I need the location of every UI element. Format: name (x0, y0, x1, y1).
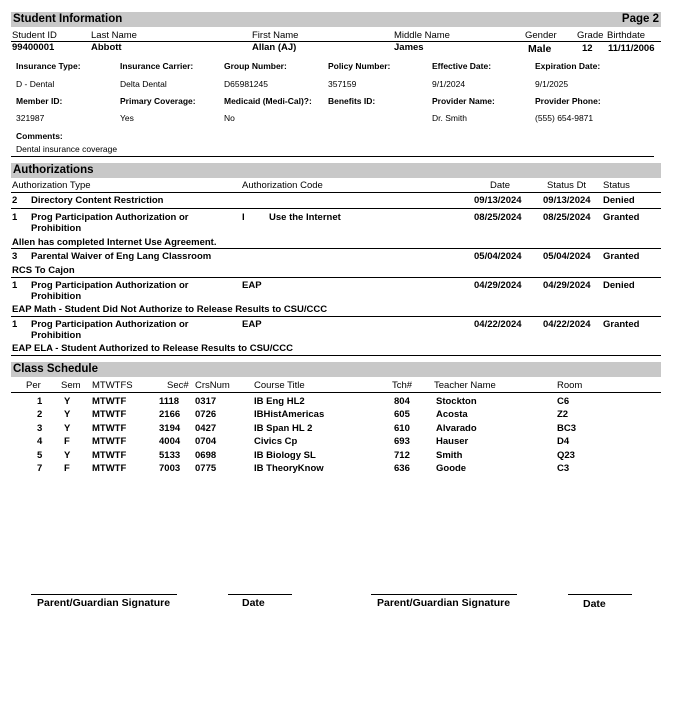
auth-row-type-cont: Prohibition (31, 291, 82, 302)
ins-carrier-value: Delta Dental (120, 79, 167, 89)
auth-row-type: Directory Content Restriction (31, 195, 164, 206)
sched-cell-per: 7 (37, 463, 43, 474)
date-label: Date (583, 598, 606, 610)
sched-cell-title: IB Eng HL2 (254, 396, 305, 407)
value-last-name: Abbott (91, 42, 122, 53)
authorizations-title: Authorizations (13, 164, 94, 176)
sched-cell-title: IB TheoryKnow (254, 463, 324, 474)
sched-cell-tch: 610 (394, 422, 410, 434)
member-id-label: Member ID: (16, 96, 63, 106)
sched-cell-sec: 3194 (159, 422, 181, 434)
auth-row-rule (11, 208, 661, 209)
header-student-id: Student ID (12, 30, 57, 41)
ins-type-value: D - Dental (16, 79, 55, 89)
auth-row-note: EAP Math - Student Did Not Authorize to Release Results to CSU/CCC (12, 304, 328, 315)
policy-number-value: 357159 (328, 79, 357, 89)
auth-row-status: Granted (603, 251, 640, 262)
header-last-name: Last Name (91, 30, 137, 41)
sched-cell-crsnum: 0698 (195, 449, 217, 461)
sched-cell-sec: 7003 (159, 463, 181, 474)
sched-header-teacher: Teacher Name (434, 380, 496, 391)
sched-cell-sem: F (64, 463, 70, 474)
sched-cell-per: 2 (37, 409, 43, 421)
sched-cell-room: Z2 (557, 409, 569, 421)
sched-cell-per: 3 (37, 422, 43, 434)
sched-cell-teacher: Smith (436, 449, 463, 461)
sched-cell-room: C3 (557, 463, 570, 474)
sched-cell-sec: 1118 (159, 396, 180, 407)
sched-cell-sec: 2166 (159, 409, 181, 421)
header-birthdate: Birthdate (607, 30, 646, 41)
sched-cell-teacher: Goode (436, 463, 467, 474)
sched-header-days: MTWTFS (92, 380, 133, 391)
comments-label: Comments: (16, 131, 63, 141)
sched-cell-title: Civics Cp (254, 436, 298, 448)
auth-row-status: Granted (603, 212, 640, 223)
medicaid-label: Medicaid (Medi-Cal)?: (224, 96, 312, 106)
group-number-label: Group Number: (224, 61, 287, 71)
signature-line (31, 594, 177, 595)
primary-coverage-value: Yes (120, 113, 134, 123)
sched-cell-room: Q23 (557, 449, 575, 461)
sched-cell-teacher: Alvarado (436, 422, 477, 434)
signature-line (371, 594, 517, 595)
sched-cell-teacher: Hauser (436, 436, 469, 448)
value-middle-name: James (394, 42, 424, 53)
student-info-title: Student Information (13, 13, 123, 25)
value-grade: 12 (582, 43, 593, 54)
sched-cell-room: C6 (557, 396, 570, 407)
auth-row-rule (11, 355, 661, 356)
auth-row-code: EAP (242, 280, 262, 291)
header-first-name: First Name (252, 30, 299, 41)
sched-cell-per: 5 (37, 449, 43, 461)
auth-row-note: RCS To Cajon (12, 265, 75, 276)
value-birthdate: 11/11/2006 (608, 43, 655, 54)
auth-row-code: EAP (242, 319, 262, 330)
auth-row-num: 2 (12, 195, 18, 206)
member-id-value: 321987 (16, 113, 45, 123)
sched-header-per: Per (26, 380, 41, 391)
sched-header-room: Room (557, 380, 583, 391)
expiration-date-label: Expiration Date: (535, 61, 601, 71)
auth-row-status: Denied (603, 195, 635, 206)
comments-value: Dental insurance coverage (16, 144, 118, 154)
sched-cell-days: MTWTF (92, 449, 127, 461)
policy-number-label: Policy Number: (328, 61, 391, 71)
date-line (228, 594, 292, 595)
sched-header-tch: Tch# (392, 380, 413, 391)
medicaid-value: No (224, 113, 235, 123)
auth-row-code: I (242, 212, 245, 223)
group-number-value: D65981245 (224, 79, 268, 89)
auth-row-status: Denied (603, 280, 635, 291)
auth-row-type-cont: Prohibition (31, 330, 82, 341)
sched-cell-room: BC3 (557, 422, 577, 434)
value-student-id: 99400001 (12, 42, 55, 53)
sched-cell-crsnum: 0427 (195, 422, 217, 434)
auth-header-date: Date (490, 180, 511, 191)
auth-row-note: EAP ELA - Student Authorized to Release Results to CSU/CCC (12, 343, 293, 354)
expiration-date-value: 9/1/2025 (535, 79, 569, 89)
sched-cell-title: IB Biology SL (254, 449, 316, 461)
sched-header-crsnum: CrsNum (195, 380, 230, 391)
sched-header-sec: Sec# (167, 380, 189, 391)
ins-type-label: Insurance Type: (16, 61, 81, 71)
authorizations-header-bar (11, 163, 661, 178)
auth-row-type: Prog Participation Authorization or (31, 319, 189, 330)
sched-cell-days: MTWTF (92, 436, 127, 448)
auth-row-status-dt: 08/25/2024 (543, 212, 591, 223)
header-grade: Grade (577, 30, 604, 41)
sched-cell-tch: 605 (394, 409, 410, 421)
sched-cell-sem: Y (64, 449, 71, 461)
auth-header-code: Authorization Code (242, 180, 323, 191)
sched-cell-title: IB Span HL 2 (254, 422, 313, 434)
auth-row-num: 1 (12, 212, 18, 223)
sched-cell-sec: 5133 (159, 449, 181, 461)
sched-cell-tch: 636 (394, 463, 410, 474)
sched-cell-days: MTWTF (92, 409, 127, 421)
sched-header-rule (11, 392, 661, 393)
auth-row-date: 04/29/2024 (474, 280, 522, 291)
auth-row-status-dt: 05/04/2024 (543, 251, 591, 262)
date-line (568, 594, 632, 595)
sched-header-title: Course Title (254, 380, 305, 391)
auth-row-status-dt: 04/22/2024 (543, 319, 591, 330)
value-first-name: Allan (AJ) (252, 42, 297, 53)
parent-signature-label: Parent/Guardian Signature (37, 597, 171, 609)
auth-row-type-cont: Prohibition (31, 223, 82, 234)
provider-name-label: Provider Name: (432, 96, 495, 106)
sched-cell-days: MTWTF (92, 422, 127, 434)
sched-cell-crsnum: 0317 (195, 396, 217, 407)
sched-cell-sem: Y (64, 396, 71, 407)
parent-signature-label: Parent/Guardian Signature (377, 597, 511, 609)
student-info-header-bar (11, 12, 661, 27)
auth-row-date: 08/25/2024 (474, 212, 522, 223)
effective-date-value: 9/1/2024 (432, 79, 466, 89)
auth-row-date: 04/22/2024 (474, 319, 522, 330)
auth-header-status: Status (603, 180, 630, 191)
page-label: Page 2 (621, 13, 659, 25)
class-schedule-title: Class Schedule (13, 363, 99, 375)
sched-cell-sem: Y (64, 409, 71, 421)
auth-header-rule (11, 192, 661, 193)
sched-cell-tch: 712 (394, 449, 410, 461)
sched-cell-days: MTWTF (92, 396, 127, 407)
benefits-id-label: Benefits ID: (328, 96, 376, 106)
auth-row-status: Granted (603, 319, 640, 330)
sched-cell-sec: 4004 (159, 436, 181, 448)
auth-row-note: Allen has completed Internet Use Agreement. (12, 237, 217, 248)
auth-header-status-dt: Status Dt (547, 180, 587, 191)
sched-cell-title: IBHistAmericas (254, 409, 325, 421)
auth-row-type: Parental Waiver of Eng Lang Classroom (31, 251, 212, 262)
header-middle-name: Middle Name (394, 30, 450, 41)
date-label: Date (242, 597, 265, 609)
auth-row-num: 3 (12, 251, 18, 262)
student-info-bottom-rule (11, 156, 654, 157)
auth-row-type: Prog Participation Authorization or (31, 212, 189, 223)
sched-cell-days: MTWTF (92, 463, 127, 474)
auth-header-type: Authorization Type (12, 180, 91, 191)
auth-row-rule (11, 248, 661, 249)
auth-row-status-dt: 04/29/2024 (543, 280, 591, 291)
provider-name-value: Dr. Smith (432, 113, 467, 123)
ins-carrier-label: Insurance Carrier: (120, 61, 194, 71)
sched-cell-room: D4 (557, 436, 570, 448)
sched-cell-crsnum: 0704 (195, 436, 217, 448)
sched-cell-tch: 804 (394, 396, 410, 407)
value-gender: Male (528, 43, 552, 55)
sched-header-sem: Sem (61, 380, 81, 391)
class-schedule-header-bar (11, 362, 661, 377)
sched-cell-teacher: Acosta (436, 409, 468, 421)
auth-row-num: 1 (12, 319, 18, 330)
auth-row-rule (11, 277, 661, 278)
auth-row-rule (11, 316, 661, 317)
header-gender: Gender (525, 30, 557, 41)
auth-row-code-desc: Use the Internet (269, 212, 341, 223)
auth-row-date: 09/13/2024 (474, 195, 522, 206)
provider-phone-value: (555) 654-9871 (535, 113, 594, 123)
sched-cell-sem: Y (64, 422, 71, 434)
sched-cell-per: 1 (37, 396, 43, 407)
sched-cell-crsnum: 0726 (195, 409, 217, 421)
sched-cell-per: 4 (37, 436, 43, 448)
auth-row-num: 1 (12, 280, 18, 291)
effective-date-label: Effective Date: (432, 61, 492, 71)
auth-row-date: 05/04/2024 (474, 251, 522, 262)
sched-cell-teacher: Stockton (436, 396, 477, 407)
auth-row-status-dt: 09/13/2024 (543, 195, 591, 206)
provider-phone-label: Provider Phone: (535, 96, 601, 106)
sched-cell-sem: F (64, 436, 70, 448)
primary-coverage-label: Primary Coverage: (120, 96, 196, 106)
auth-row-type: Prog Participation Authorization or (31, 280, 189, 291)
sched-cell-tch: 693 (394, 436, 410, 448)
sched-cell-crsnum: 0775 (195, 463, 217, 474)
